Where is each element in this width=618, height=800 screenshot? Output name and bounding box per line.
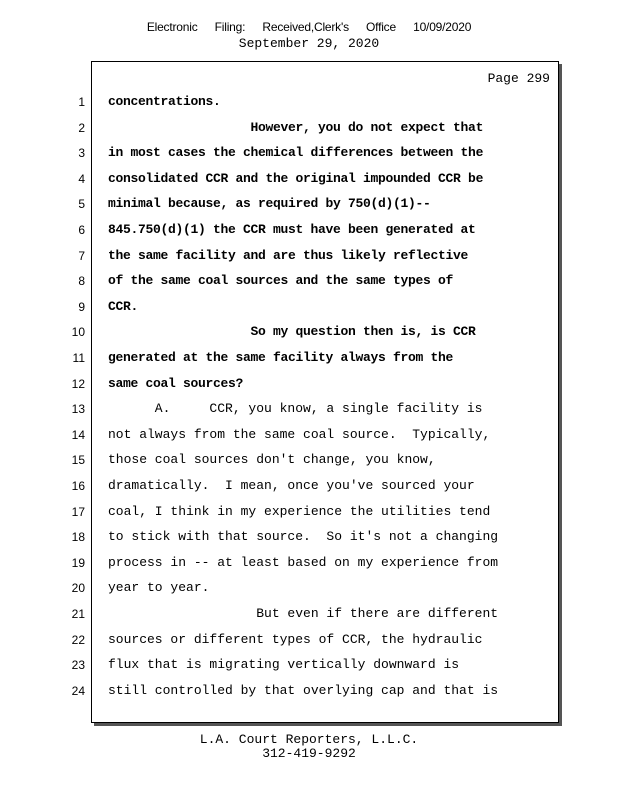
transcript-line: 845.750(d)(1) the CCR must have been generated at bbox=[108, 222, 476, 237]
transcript-line: A. CCR, you know, a single facility is bbox=[108, 401, 483, 417]
reporter-footer bbox=[0, 733, 618, 761]
line-number: 5 bbox=[78, 197, 85, 212]
transcript-line: in most cases the chemical differences between the bbox=[108, 145, 484, 161]
line-number: 1 bbox=[78, 95, 85, 109]
line-number: 8 bbox=[78, 274, 85, 289]
transcript-line: flux that is migrating vertically downward is bbox=[108, 657, 460, 673]
electronic-filing-stamp bbox=[0, 20, 618, 34]
transcript-line: process in -- at least based on my experience from bbox=[108, 554, 499, 570]
reporter-phone: 312-419-9292 bbox=[262, 746, 356, 761]
line-number: 21 bbox=[71, 607, 85, 621]
line-number: 7 bbox=[78, 248, 85, 263]
filing-stamp-office: Office bbox=[366, 20, 396, 34]
line-number: 4 bbox=[78, 171, 85, 186]
line-number: 18 bbox=[71, 530, 85, 545]
line-number: 16 bbox=[71, 479, 85, 493]
line-number: 15 bbox=[71, 453, 85, 468]
transcript-line: generated at the same facility always from the bbox=[108, 350, 454, 365]
transcript-line: the same facility and are thus likely reflective bbox=[108, 247, 469, 263]
hearing-date: September 29, 2020 bbox=[238, 36, 380, 51]
transcript-line: dramatically. I mean, once you've sourced your bbox=[108, 478, 475, 493]
line-number: 6 bbox=[78, 223, 85, 237]
line-number: 19 bbox=[71, 555, 85, 570]
line-number: 17 bbox=[71, 504, 85, 519]
transcript-line: However, you do not expect that bbox=[108, 119, 484, 135]
filing-stamp-label: Electronic bbox=[146, 20, 198, 34]
line-number: 14 bbox=[71, 427, 85, 442]
transcript-line: consolidated CCR and the original impounded CCR be bbox=[108, 170, 484, 186]
transcript-page-frame bbox=[91, 61, 559, 723]
line-number: 10 bbox=[71, 325, 85, 340]
line-number: 23 bbox=[71, 658, 85, 673]
line-number: 20 bbox=[71, 581, 85, 596]
transcript-line: But even if there are different bbox=[108, 606, 499, 621]
line-number: 13 bbox=[71, 402, 85, 417]
line-number: 3 bbox=[78, 146, 85, 161]
transcript-line: sources or different types of CCR, the hydraulic bbox=[108, 631, 483, 647]
transcript-line: still controlled by that overlying cap and that is bbox=[108, 682, 499, 698]
page-number: Page 299 bbox=[487, 71, 550, 86]
reporter-company: L.A. Court Reporters, L.L.C. bbox=[199, 732, 419, 747]
line-number: 12 bbox=[71, 376, 85, 391]
filing-stamp-filing: Filing: bbox=[214, 20, 246, 34]
line-number: 24 bbox=[71, 683, 85, 698]
transcript-line: So my question then is, is CCR bbox=[108, 324, 476, 340]
filing-stamp-date: 10/09/2020 bbox=[413, 20, 472, 34]
transcript-line: to stick with that source. So it's not a changing bbox=[108, 529, 499, 545]
transcript-line: of the same coal sources and the same types of bbox=[108, 273, 454, 289]
line-number: 22 bbox=[71, 632, 85, 647]
line-number: 11 bbox=[72, 351, 85, 365]
transcript-line: CCR. bbox=[108, 298, 139, 314]
transcript-line: minimal because, as required by 750(d)(1)-- bbox=[108, 196, 431, 212]
line-number: 9 bbox=[78, 299, 85, 314]
transcript-line: not always from the same coal source. Typically, bbox=[108, 426, 491, 442]
transcript-line: year to year. bbox=[108, 580, 210, 596]
line-number: 2 bbox=[78, 120, 85, 135]
transcript-line: concentrations. bbox=[108, 94, 221, 109]
transcript-line: same coal sources? bbox=[108, 375, 244, 391]
transcript-line: those coal sources don't change, you know, bbox=[108, 452, 436, 468]
transcript-line: coal, I think in my experience the utilities tend bbox=[108, 503, 491, 519]
filing-stamp-received: Received,Clerk's bbox=[262, 20, 349, 34]
